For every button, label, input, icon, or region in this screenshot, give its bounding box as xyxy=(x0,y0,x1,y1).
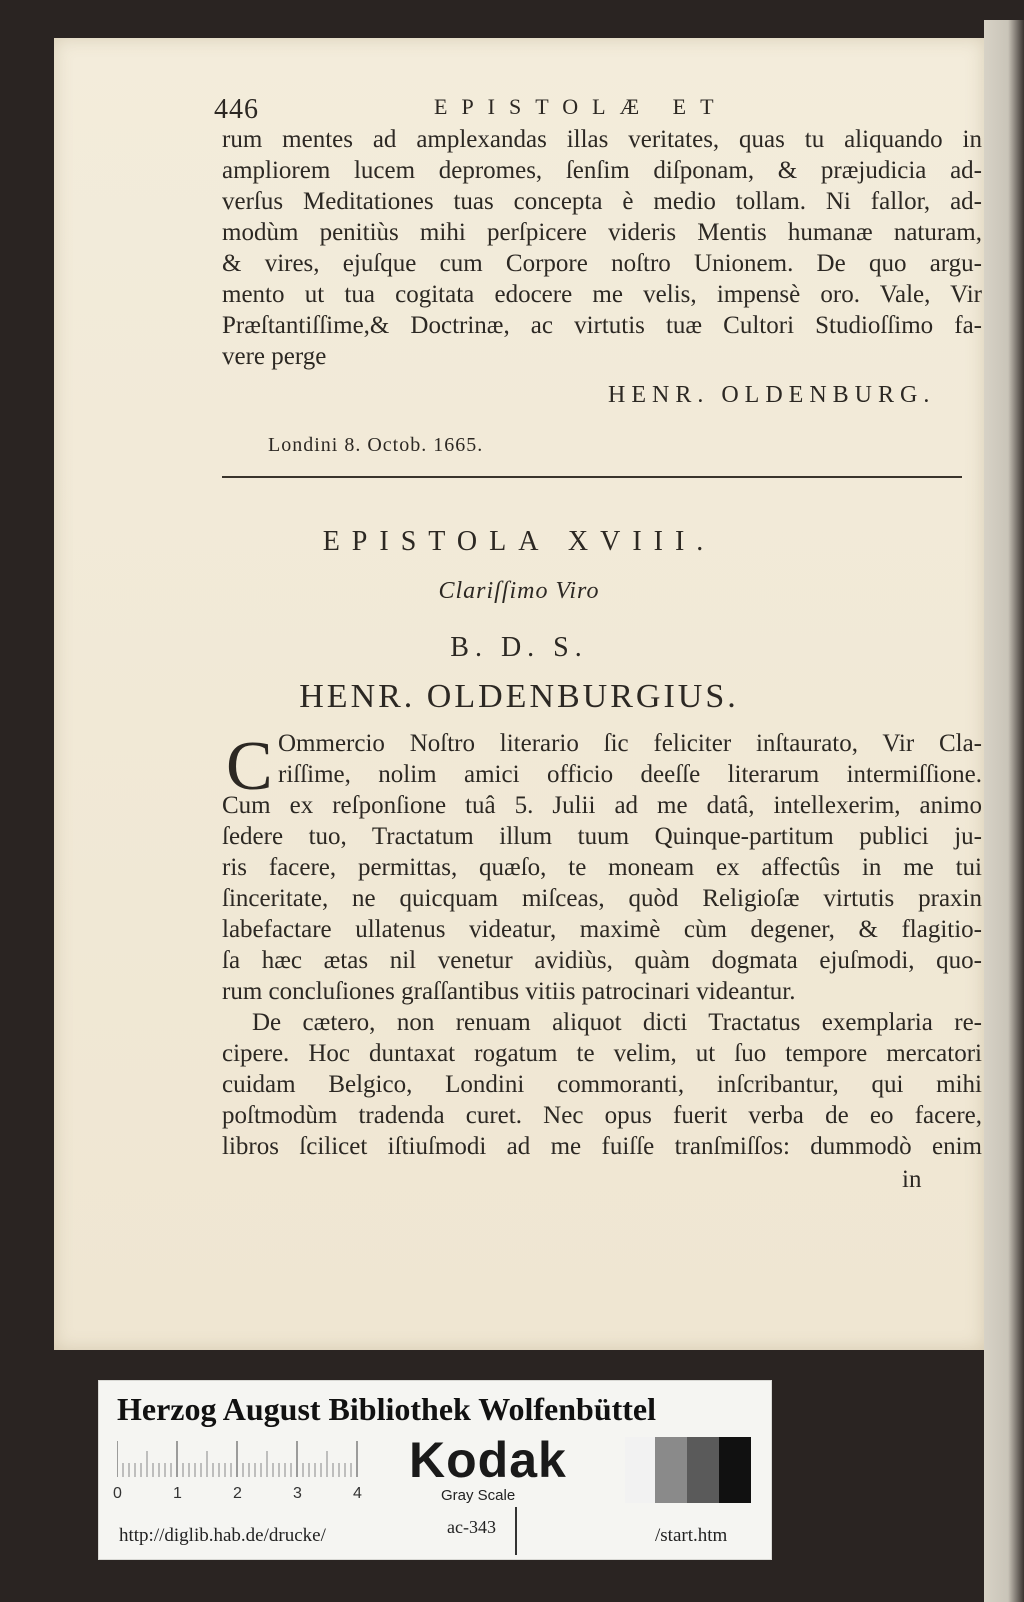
start-url: /start.htm xyxy=(655,1525,728,1546)
gray-scale-label: Gray Scale xyxy=(441,1487,516,1504)
text-line: cipere. Hoc duntaxat rogatum te velim, ut ſuo tempore mercatori xyxy=(222,1040,982,1067)
text-line: Ommercio Noſtro literario ſic feliciter inſtaurato, Vir Cla- xyxy=(278,730,982,757)
letter-text xyxy=(222,728,982,1162)
page-number: 446 xyxy=(214,94,259,125)
text-line: cuidam Belgico, Londini commoranti, inſcribantur, qui mihi xyxy=(222,1071,982,1098)
scale-number: 3 xyxy=(293,1485,302,1502)
gray-patch xyxy=(625,1437,655,1503)
text-line: modùm penitiùs mihi perſpicere videris Mentis humanæ naturam, xyxy=(222,219,982,246)
signature: HENR. OLDENBURG. xyxy=(608,382,936,408)
divider-rule xyxy=(222,476,962,478)
text-line: ſedere tuo, Tractatum illum tuum Quinque-partitum publici ju- xyxy=(222,823,982,850)
text-line: riſſime, nolim amici officio deeſſe literarum intermiſſione. xyxy=(278,761,982,788)
scale-number: 2 xyxy=(233,1485,242,1502)
text-line: rum concluſiones graſſantibus vitiis patrocinari videantur. xyxy=(222,978,796,1005)
ruler-ticks xyxy=(117,1441,379,1477)
scale-number: 0 xyxy=(113,1485,122,1502)
text-line: Præſtantiſſime,& Doctrinæ, ac virtutis tuæ Cultori Studioſſimo fa- xyxy=(222,312,982,339)
text-line: mento ut tua cogitata edocere me velis, impensè oro. Vale, Vir xyxy=(222,281,982,308)
code-divider xyxy=(515,1507,517,1555)
gray-scale-patches xyxy=(625,1437,751,1503)
brand-logo: Kodak xyxy=(409,1432,567,1488)
text-line: Cum ex reſponſione tuâ 5. Julii ad me datâ, intellexerim, animo xyxy=(222,792,982,819)
gray-patch xyxy=(655,1437,687,1503)
dateline: Londini 8. Octob. 1665. xyxy=(268,434,484,456)
scale-number: 1 xyxy=(173,1485,182,1502)
color-target-card xyxy=(98,1380,772,1560)
gray-patch xyxy=(719,1437,751,1503)
running-title: EPISTOLÆ ET xyxy=(434,94,728,119)
catchword: in xyxy=(902,1166,922,1193)
sender-name: HENR. OLDENBURGIUS. xyxy=(299,678,739,715)
text-line: rum mentes ad amplexandas illas veritates, quas tu aliquando in xyxy=(222,126,982,153)
text-line: ris facere, permittas, quæſo, te moneam ex affectûs in me tui xyxy=(222,854,982,881)
text-line: De cætero, non renuam aliquot dicti Tractatus exemplaria re- xyxy=(252,1009,982,1036)
scale-number: 4 xyxy=(353,1485,362,1502)
text-line: & vires, ejuſque cum Corpore noſtro Unionem. De quo argu- xyxy=(222,250,982,277)
shelf-code: ac-343 xyxy=(447,1517,496,1537)
drop-cap: C xyxy=(226,728,273,805)
addressee: Clariſſimo Viro xyxy=(438,578,600,604)
gray-patch xyxy=(687,1437,719,1503)
continuation-text xyxy=(222,124,982,372)
source-url: http://diglib.hab.de/drucke/ xyxy=(119,1525,326,1546)
text-line: labefactare ullatenus videatur, maximè cùm degener, & flagitio- xyxy=(222,916,982,943)
text-line: ſa hæc ætas nil venetur avidiùs, quàm dogmata ejuſmodi, quo- xyxy=(222,947,982,974)
book-page xyxy=(54,38,984,1350)
text-line: ampliorem lucem depromes, ſenſim diſponam, & præjudicia ad- xyxy=(222,157,982,184)
library-name: Herzog August Bibliothek Wolfenbüttel xyxy=(117,1391,657,1427)
text-line: poſtmodùm tradenda curet. Nec opus fuerit verba de eo facere, xyxy=(222,1102,982,1129)
text-line: vere perge xyxy=(222,343,327,370)
letter-heading: EPISTOLA XVIII. xyxy=(322,526,716,557)
text-line: ſinceritate, ne quicquam miſceas, quòd Religioſæ virtutis praxin xyxy=(222,885,982,912)
ruler-scale xyxy=(113,1485,379,1505)
text-line: verſus Meditationes tuas concepta è medio tollam. Ni fallor, ad- xyxy=(222,188,982,215)
scanner-frame xyxy=(984,20,1024,1602)
text-line: libros ſcilicet iſtiuſmodi ad me fuiſſe tranſmiſſos: dummodò enim xyxy=(222,1133,982,1160)
recipient-initials: B. D. S. xyxy=(450,632,588,663)
